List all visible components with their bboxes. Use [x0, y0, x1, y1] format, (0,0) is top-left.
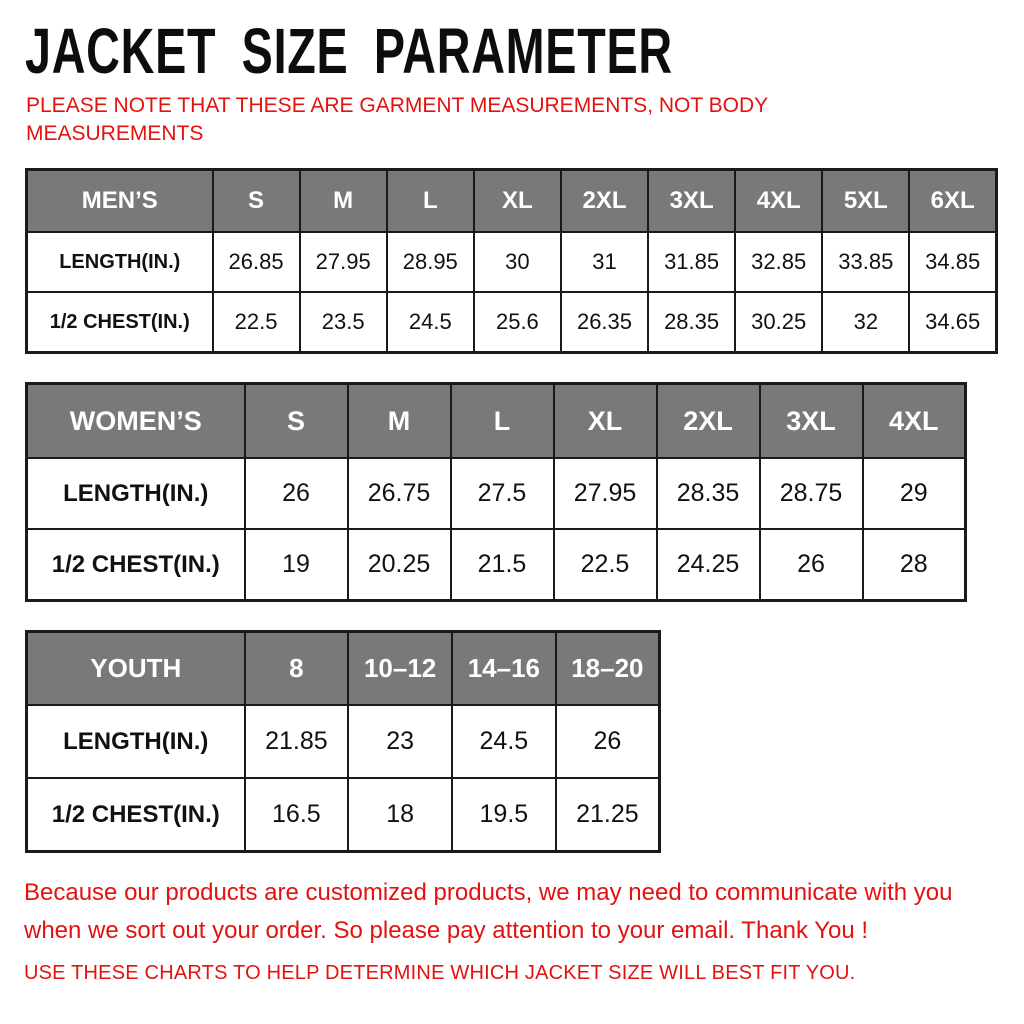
size-value: 31: [561, 232, 648, 292]
mens-size-table-container: [25, 168, 998, 354]
page-title-text: JACKET SIZE PARAMETER: [25, 15, 673, 87]
row-label: 1/2 CHEST(IN.): [27, 292, 213, 353]
size-value: 26: [556, 705, 660, 778]
size-value: 29: [863, 458, 966, 529]
size-value: 28.35: [657, 458, 760, 529]
table-row: [27, 232, 997, 292]
size-value: 32.85: [735, 232, 822, 292]
womens-size-table-container: [25, 382, 967, 602]
size-value: 19: [245, 529, 348, 601]
customization-notice-line-1: Because our products are customized products, we may need to communicate with you: [24, 879, 953, 906]
size-value: 30.25: [735, 292, 822, 353]
table-row: [27, 458, 966, 529]
size-value: 28.75: [760, 458, 863, 529]
column-header-l: L: [387, 170, 474, 233]
table-row: [27, 292, 997, 353]
row-label: LENGTH(IN.): [27, 705, 245, 778]
mens-header-row: [27, 170, 997, 233]
column-header-3xl: 3XL: [648, 170, 735, 233]
column-header-l: L: [451, 384, 554, 459]
mens-table-title: MEN’S: [27, 170, 213, 233]
size-value: 22.5: [213, 292, 300, 353]
size-value: 18: [348, 778, 452, 852]
size-value: 27.5: [451, 458, 554, 529]
column-header-6xl: 6XL: [909, 170, 996, 233]
womens-header-row: [27, 384, 966, 459]
youth-header-row: [27, 632, 660, 706]
size-value: 30: [474, 232, 561, 292]
size-value: 27.95: [554, 458, 657, 529]
size-value: 26.85: [213, 232, 300, 292]
size-value: 22.5: [554, 529, 657, 601]
garment-measurement-note: [26, 92, 826, 148]
size-value: 34.65: [909, 292, 996, 353]
size-value: 20.25: [348, 529, 451, 601]
column-header-s: S: [245, 384, 348, 459]
size-value: 27.95: [300, 232, 387, 292]
column-header-s: S: [213, 170, 300, 233]
size-value: 33.85: [822, 232, 909, 292]
size-value: 28: [863, 529, 966, 601]
size-value: 24.5: [452, 705, 556, 778]
size-value: 28.95: [387, 232, 474, 292]
column-header-m: M: [300, 170, 387, 233]
customization-notice: [24, 874, 1024, 950]
column-header-14–16: 14–16: [452, 632, 556, 706]
size-value: 24.25: [657, 529, 760, 601]
fit-advice-note: USE THESE CHARTS TO HELP DETERMINE WHICH JACKET SIZE WILL BEST FIT YOU.: [24, 962, 856, 984]
size-value: 34.85: [909, 232, 996, 292]
column-header-10–12: 10–12: [348, 632, 452, 706]
size-value: 19.5: [452, 778, 556, 852]
size-value: 21.85: [245, 705, 349, 778]
note-line-1: PLEASE NOTE THAT THESE ARE GARMENT MEASUREMENTS, NOT BODY: [26, 94, 769, 117]
size-value: 26: [245, 458, 348, 529]
size-value: 21.25: [556, 778, 660, 852]
column-header-3xl: 3XL: [760, 384, 863, 459]
size-value: 23.5: [300, 292, 387, 353]
womens-size-table: [25, 382, 967, 602]
column-header-5xl: 5XL: [822, 170, 909, 233]
row-label: 1/2 CHEST(IN.): [27, 778, 245, 852]
page-title: [25, 14, 912, 88]
column-header-xl: XL: [554, 384, 657, 459]
column-header-m: M: [348, 384, 451, 459]
customization-notice-line-2: when we sort out your order. So please pay attention to your email. Thank You !: [24, 917, 869, 944]
table-row: [27, 705, 660, 778]
row-label: LENGTH(IN.): [27, 458, 245, 529]
mens-size-table: [25, 168, 998, 354]
size-value: 32: [822, 292, 909, 353]
column-header-xl: XL: [474, 170, 561, 233]
column-header-4xl: 4XL: [735, 170, 822, 233]
table-row: [27, 529, 966, 601]
row-label: 1/2 CHEST(IN.): [27, 529, 245, 601]
size-value: 28.35: [648, 292, 735, 353]
note-line-2: MEASUREMENTS: [26, 122, 204, 145]
row-label: LENGTH(IN.): [27, 232, 213, 292]
youth-size-table-container: [25, 630, 661, 853]
column-header-2xl: 2XL: [657, 384, 760, 459]
size-value: 25.6: [474, 292, 561, 353]
size-value: 16.5: [245, 778, 349, 852]
column-header-18–20: 18–20: [556, 632, 660, 706]
womens-table-title: WOMEN’S: [27, 384, 245, 459]
youth-size-table: [25, 630, 661, 853]
size-value: 24.5: [387, 292, 474, 353]
size-value: 21.5: [451, 529, 554, 601]
size-value: 23: [348, 705, 452, 778]
column-header-2xl: 2XL: [561, 170, 648, 233]
youth-table-title: YOUTH: [27, 632, 245, 706]
size-value: 26: [760, 529, 863, 601]
size-value: 26.35: [561, 292, 648, 353]
column-header-4xl: 4XL: [863, 384, 966, 459]
table-row: [27, 778, 660, 852]
size-value: 26.75: [348, 458, 451, 529]
size-value: 31.85: [648, 232, 735, 292]
column-header-8: 8: [245, 632, 349, 706]
